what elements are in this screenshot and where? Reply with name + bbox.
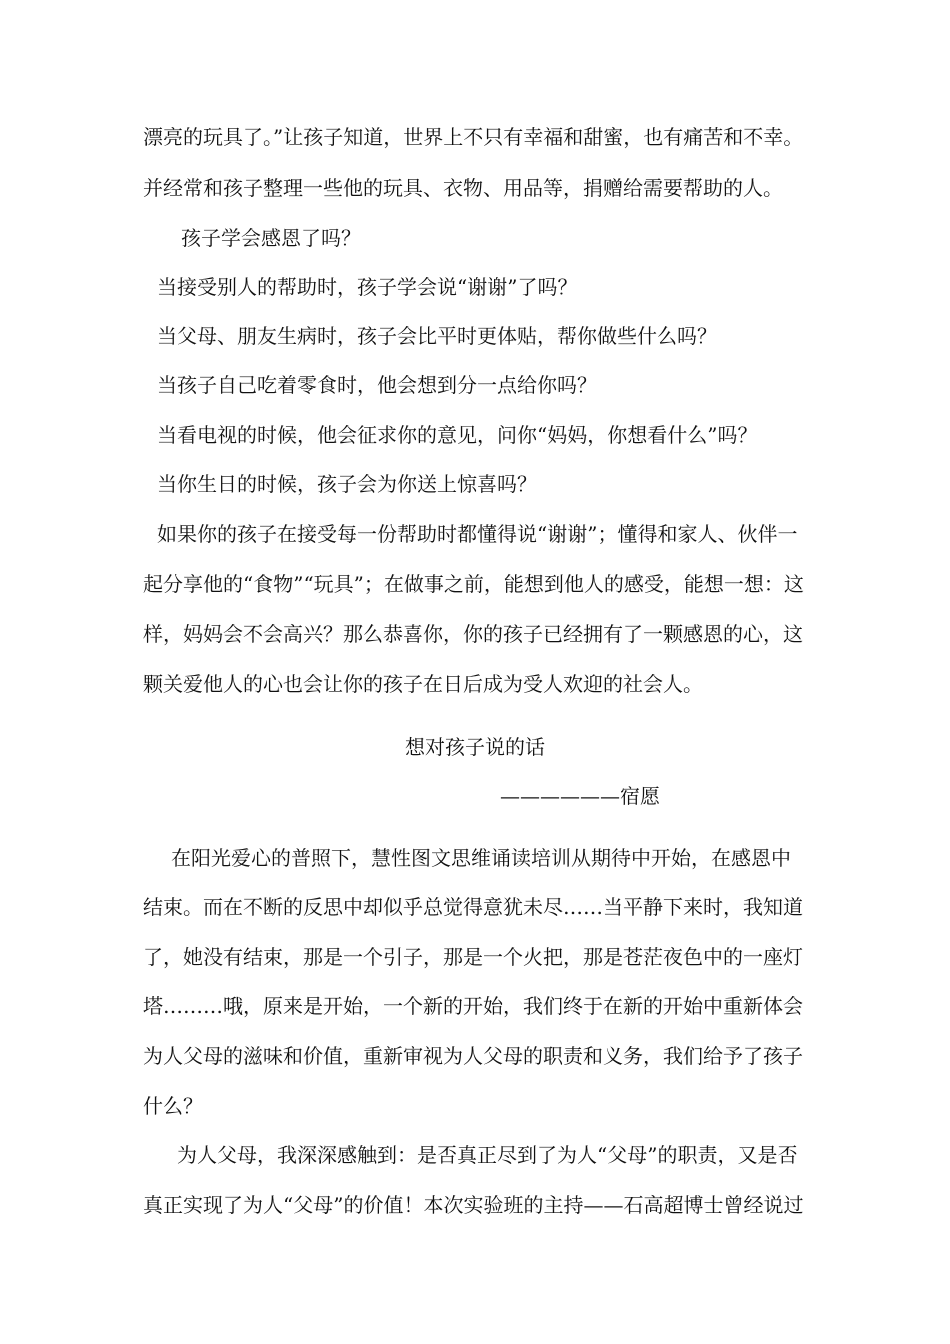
article-author: ——————宿愿: [500, 784, 660, 808]
text-line: 为人父母，我深深感触到：是否真正尽到了为人“父母”的职责，又是否: [177, 1143, 798, 1167]
text-line: 当看电视的时候，他会征求你的意见，问你“妈妈，你想看什么”吗？: [157, 423, 758, 447]
text-line: 塔………哦，原来是开始，一个新的开始，我们终于在新的开始中重新体会: [143, 994, 803, 1018]
text-line: 样，妈妈会不会高兴？那么恭喜你，你的孩子已经拥有了一颗感恩的心，这: [143, 622, 803, 646]
text-line: 起分享他的“食物”“玩具”；在做事之前，能想到他人的感受，能想一想：这: [143, 572, 804, 596]
text-line: 并经常和孩子整理一些他的玩具、衣物、用品等，捐赠给需要帮助的人。: [143, 176, 783, 200]
text-line: 为人父母的滋味和价值，重新审视为人父母的职责和义务，我们给予了孩子: [143, 1044, 803, 1068]
text-line: 当父母、朋友生病时，孩子会比平时更体贴，帮你做些什么吗？: [157, 324, 717, 348]
text-line: 了，她没有结束，那是一个引子，那是一个火把，那是苍茫夜色中的一座灯: [143, 945, 803, 969]
text-line: 颗关爱他人的心也会让你的孩子在日后成为受人欢迎的社会人。: [143, 672, 703, 696]
text-line: 什么？: [143, 1094, 203, 1118]
text-line: 当接受别人的帮助时，孩子学会说“谢谢”了吗？: [157, 275, 578, 299]
text-line: 孩子学会感恩了吗？: [181, 226, 361, 250]
text-line: 当你生日的时候，孩子会为你送上惊喜吗？: [157, 472, 537, 496]
text-line: 如果你的孩子在接受每一份帮助时都懂得说“谢谢”；懂得和家人、伙伴一: [157, 522, 798, 546]
article-title: 想对孩子说的话: [405, 735, 545, 759]
text-line: 漂亮的玩具了。”让孩子知道，世界上不只有幸福和甜蜜，也有痛苦和不幸。: [143, 125, 804, 149]
text-line: 在阳光爱心的普照下，慧性图文思维诵读培训从期待中开始，在感恩中: [171, 846, 791, 870]
text-line: 结束。而在不断的反思中却似乎总觉得意犹未尽……当平静下来时，我知道: [143, 895, 803, 919]
text-line: 真正实现了为人“父母”的价值！本次实验班的主持——石高超博士曾经说过: [143, 1193, 804, 1217]
text-line: 当孩子自己吃着零食时，他会想到分一点给你吗？: [157, 373, 597, 397]
